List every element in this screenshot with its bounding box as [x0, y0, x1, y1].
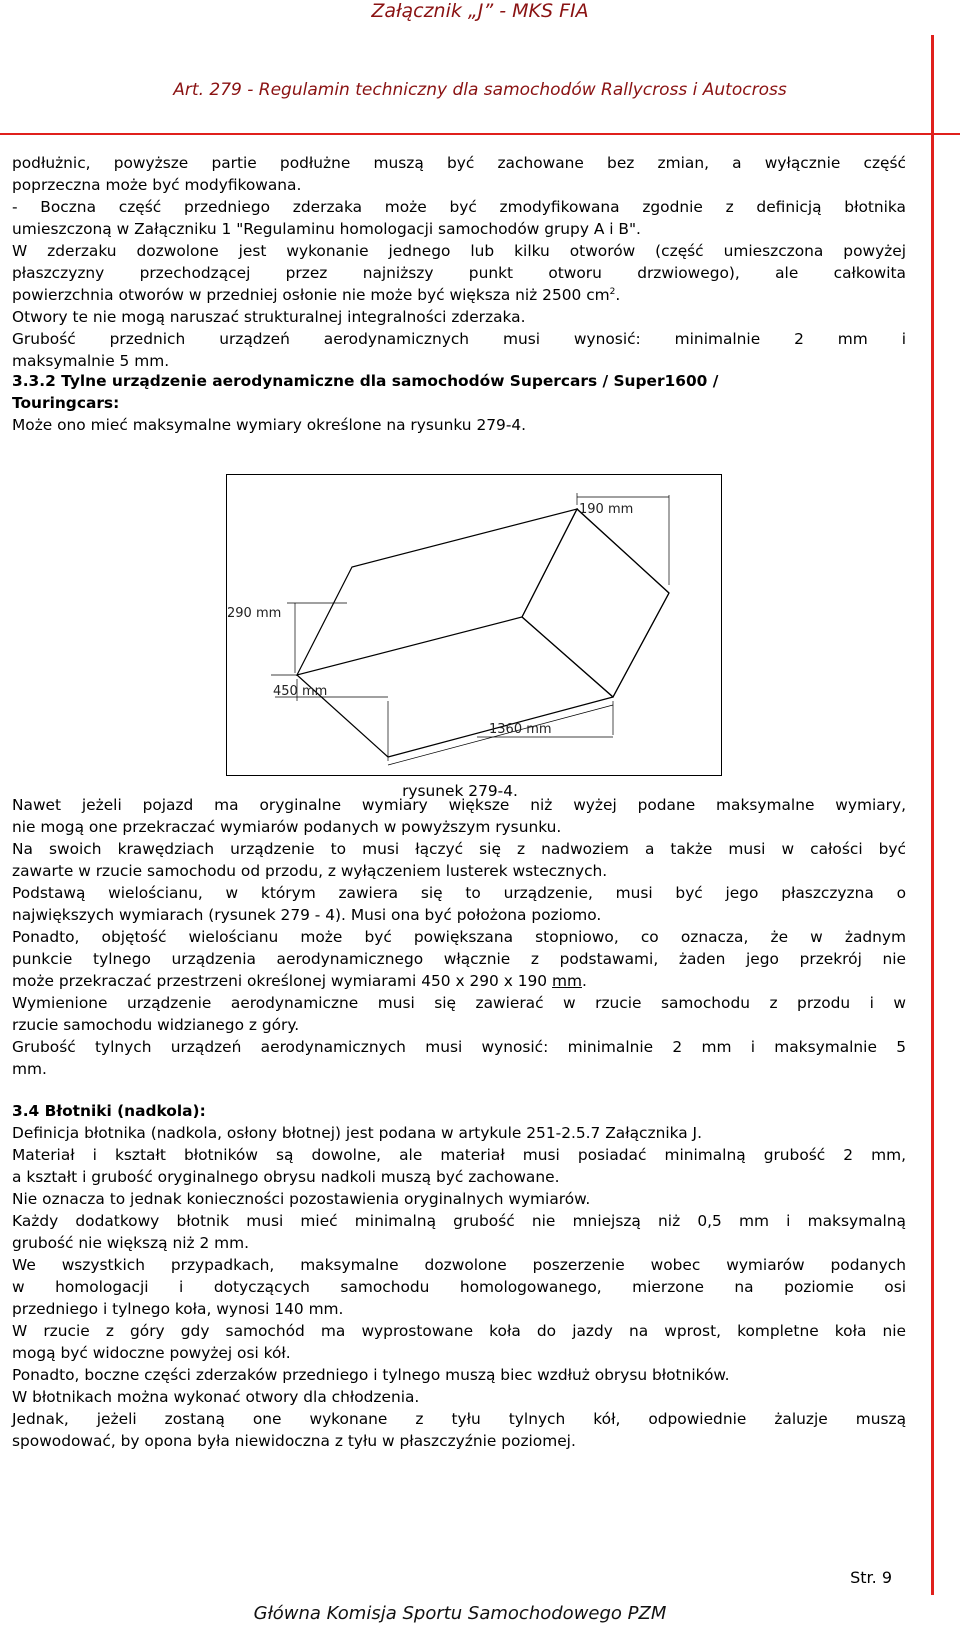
text-line: Materiał i kształt błotników są dowolne, ale materiał musi posiadać minimalną grubość 2 mm, — [12, 1146, 906, 1164]
text-line: grubość nie większą niż 2 mm. — [12, 1234, 250, 1252]
text-line: Otwory te nie mogą naruszać strukturalnej integralności zderzaka. — [12, 308, 526, 326]
text-line: spowodować, by opona była niewidoczna z tyłu w płaszczyźnie poziomej. — [12, 1432, 576, 1450]
section-heading-3-3-2-cont: Touringcars: — [12, 394, 120, 412]
text-line: Grubość przednich urządzeń aerodynamicznych musi wynosić: minimalnie 2 mm i — [12, 330, 906, 348]
text-line: W zderzaku dozwolone jest wykonanie jednego lub kilku otworów (część umieszczona powyżej — [12, 242, 906, 260]
prism-front-edge — [522, 617, 613, 697]
text-line: płaszczyzny przechodzącej przez najniższy punkt otworu drzwiowego), ale całkowita — [12, 264, 906, 282]
area-end: . — [615, 286, 621, 304]
text-line: Nie oznacza to jednak konieczności pozostawienia oryginalnych wymiarów. — [12, 1190, 591, 1208]
text-line: mm. — [12, 1060, 47, 1078]
text-line-area — [12, 284, 906, 306]
document-header-title: Załącznik „J” - MKS FIA — [371, 0, 589, 22]
dim-label-450: 450 mm — [273, 684, 328, 699]
text-line: We wszystkich przypadkach, maksymalne dozwolone poszerzenie wobec wymiarów podanych — [12, 1256, 906, 1274]
area-superscript: 2 — [609, 287, 616, 297]
text-line: mogą być widoczne powyżej osi kół. — [12, 1344, 291, 1362]
text-line: poprzeczna może być modyfikowana. — [12, 176, 302, 194]
text-line: Podstawą wielościanu, w którym zawiera się to urządzenie, musi być jego płaszczyzna o — [12, 884, 906, 902]
text-line: Wymienione urządzenie aerodynamiczne musi się zawierać w rzucie samochodu z przodu i w — [12, 994, 906, 1012]
prism-back-edge — [613, 593, 669, 697]
dim-label-190: 190 mm — [579, 502, 634, 517]
text-line: - Boczna część przedniego zderzaka może być zmodyfikowana zgodnie z definicją błotnika — [12, 198, 906, 216]
page-number: Str. 9 — [850, 1568, 892, 1587]
text-line: W błotnikach można wykonać otwory dla chłodzenia. — [12, 1388, 420, 1406]
header-rule — [0, 133, 960, 135]
text-line: zawarte w rzucie samochodu od przodu, z wyłączeniem lusterek wstecznych. — [12, 862, 608, 880]
prism-top-edge — [577, 509, 669, 593]
text-line: Na swoich krawędziach urządzenie to musi łączyć się z nadwoziem a także musi w całości być — [12, 840, 906, 858]
margin-rule-vertical — [931, 35, 934, 1595]
text-line: Nawet jeżeli pojazd ma oryginalne wymiary większe niż wyżej podane maksymalne wymiary, — [12, 796, 906, 814]
text-line: a kształt i grubość oryginalnego obrysu nadkoli muszą być zachowane. — [12, 1168, 560, 1186]
dims-unit: mm — [552, 972, 582, 990]
text-line: W rzucie z góry gdy samochód ma wyprostowane koła do jazdy na wprost, kompletne koła nie — [12, 1322, 906, 1340]
text-line: Grubość tylnych urządzeń aerodynamicznych musi wynosić: minimalnie 2 mm i maksymalnie 5 — [12, 1038, 906, 1056]
area-text: powierzchnia otworów w przedniej osłonie nie może być większa niż 2500 cm — [12, 286, 610, 304]
section-heading-3-4: 3.4 Błotniki (nadkola): — [12, 1102, 206, 1120]
text-line: nie mogą one przekraczać wymiarów podanych w powyższym rysunku. — [12, 818, 562, 836]
text-line: przedniego i tylnego koła, wynosi 140 mm. — [12, 1300, 344, 1318]
text-line: Jednak, jeżeli zostaną one wykonane z tyłu tylnych kół, odpowiednie żaluzje muszą — [12, 1410, 906, 1428]
text-line-dimensions — [12, 970, 906, 992]
dims-text: może przekraczać przestrzeni określonej wymiarami 450 x 290 x 190 — [12, 972, 552, 990]
text-line: w homologacji i dotyczących samochodu homologowanego, mierzone na poziomie osi — [12, 1278, 906, 1296]
text-line: umieszczoną w Załączniku 1 "Regulaminu homologacji samochodów grupy A i B". — [12, 220, 641, 238]
text-line: Ponadto, objętość wielościanu może być powiększana stopniowo, co oznacza, że w żadnym — [12, 928, 906, 946]
document-footer: Główna Komisja Sportu Samochodowego PZM — [253, 1603, 667, 1624]
dim-label-1360: 1360 mm — [489, 722, 552, 737]
text-line: Każdy dodatkowy błotnik musi mieć minimalną grubość nie mniejszą niż 0,5 mm i maksymalną — [12, 1212, 906, 1230]
text-line: rzucie samochodu widzianego z góry. — [12, 1016, 300, 1034]
text-line: Definicja błotnika (nadkola, osłony błotnej) jest podana w artykule 251-2.5.7 Załącznika J. — [12, 1124, 702, 1142]
prism-end-face — [522, 509, 669, 697]
spoiler-dimension-drawing — [227, 475, 720, 774]
text-line: największych wymiarach (rysunek 279 - 4). Musi ona być położona poziomo. — [12, 906, 602, 924]
dims-end: . — [582, 972, 587, 990]
article-title: Art. 279 - Regulamin techniczny dla samochodów Rallycross i Autocross — [173, 80, 787, 100]
figure-intro-text: Może ono mieć maksymalne wymiary określone na rysunku 279-4. — [12, 416, 527, 434]
prism-base — [297, 617, 613, 757]
text-line: punkcie tylnego urządzenia aerodynamicznego włącznie z podstawami, żaden jego przekrój nie — [12, 950, 906, 968]
dim-label-290: 290 mm — [227, 606, 282, 621]
text-line: podłużnic, powyższe partie podłużne muszą być zachowane bez zmian, a wyłącznie część — [12, 154, 906, 172]
text-line: Ponadto, boczne części zderzaków przedniego i tylnego muszą biec wzdłuż obrysu błotników. — [12, 1366, 730, 1384]
text-line: maksymalnie 5 mm. — [12, 352, 170, 370]
figure-caption: rysunek 279-4. — [402, 782, 518, 800]
section-heading-3-3-2: 3.3.2 Tylne urządzenie aerodynamiczne dla samochodów Supercars / Super1600 / — [12, 372, 719, 390]
figure-279-4 — [226, 474, 722, 776]
